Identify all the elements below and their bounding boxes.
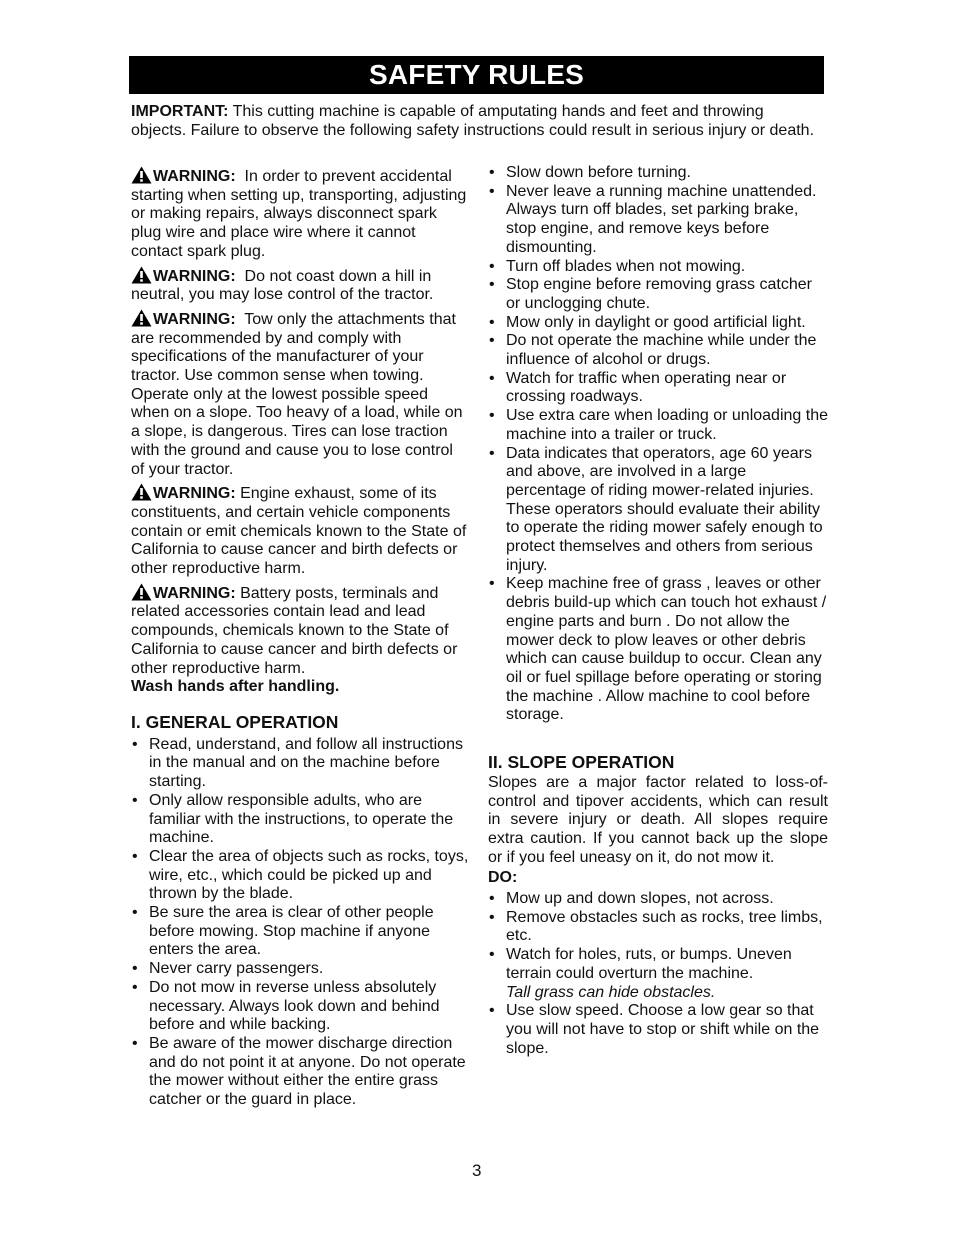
important-label: IMPORTANT: [131, 103, 229, 120]
warning-block [131, 266, 469, 305]
warning-label: WARNING: [153, 485, 236, 503]
warning-triangle-icon [131, 583, 152, 601]
list-item: • Use slow speed. Choose a low gear so that you will not have to stop or shift while on the slope. [488, 1002, 828, 1058]
general-operation-list [131, 736, 469, 1110]
slope-do-list [488, 890, 828, 1058]
list-item: • Watch for traffic when operating near or crossing roadways. [488, 370, 828, 407]
warning-block [131, 583, 469, 697]
important-notice [131, 103, 819, 140]
list-item: • Use extra care when loading or unloading the machine into a trailer or truck. [488, 407, 828, 444]
warning-block [131, 166, 469, 262]
section-heading-slope: II. SLOPE OPERATION [488, 752, 675, 773]
list-item: • Keep machine free of grass , leaves or other debris build-up which can touch hot exhaust / engine parts and burn . Do not allow the mower deck to plow leaves or other debris which can cause buildup to occur. Clean any oil or fuel spillage before operating or storing the machine . Allow machine to cool before storage. [488, 575, 828, 725]
page-title: SAFETY RULES [129, 56, 824, 94]
list-item: • Only allow responsible adults, who are familiar with the instructions, to operate the machine. [131, 792, 469, 848]
warning-label: WARNING: [153, 267, 236, 285]
slope-intro: Slopes are a major factor related to loss-of-control and tipover accidents, which can result in severe injury or death. All slopes require extra caution. If you cannot back up the slope or if you feel uneasy on it, do not mow it. [488, 773, 828, 866]
warning-label: WARNING: [153, 584, 236, 602]
list-item: • Be aware of the mower discharge direction and do not point it at anyone. Do not operate the mower without either the entire grass catcher or the guard in place. [131, 1035, 469, 1110]
list-item: • Do not operate the machine while under the influence of alcohol or drugs. [488, 332, 828, 369]
warning-text: Do not coast down a hill in neutral, you may lose control of the tractor. [131, 267, 434, 304]
left-column [131, 166, 469, 1110]
warning-text: Tow only the attachments that are recommended by and comply with specifications of the manufacturer of your tractor. Use common sense when towing. Operate only at the lowest possible speed when on a slope. Too heavy of a load, while on a slope, is dangerous. Tires can lose traction with the ground and cause you to lose control of your tractor. [131, 310, 463, 478]
list-item: • Stop engine before removing grass catcher or unclogging chute. [488, 276, 828, 313]
warning-text: In order to prevent accidental starting when setting up, transporting, adjusting or making repairs, always disconnect spark plug wire and place wire where it cannot contact spark plug. [131, 168, 467, 260]
list-item: • Never carry passengers. [131, 960, 469, 979]
list-item: • Be sure the area is clear of other people before mowing. Stop machine if anyone enters the area. [131, 904, 469, 960]
warning-block [131, 483, 469, 579]
list-item: • Slow down before turning. [488, 164, 828, 183]
warning-label: WARNING: [153, 168, 236, 185]
warning-emphasis: Wash hands after handling. [131, 678, 340, 696]
warning-block [131, 309, 469, 479]
section-heading-general: I. GENERAL OPERATION [131, 711, 339, 732]
list-item: • Remove obstacles such as rocks, tree limbs, etc. [488, 909, 828, 946]
warning-triangle-icon [131, 483, 152, 501]
general-operation-list-continued [488, 164, 828, 725]
list-item: • Data indicates that operators, age 60 years and above, are involved in a large percentage of riding mower-related injuries. These operators should evaluate their ability to operate the riding mower safely enough to protect themselves and others from serious injury. [488, 445, 828, 576]
warning-text: Engine exhaust, some of its constituents, and certain vehicle components contain or emit chemicals known to the State of California to cause cancer and birth defects or other reproductive harm. [131, 485, 467, 578]
warning-triangle-icon [131, 309, 152, 327]
warning-triangle-icon [131, 266, 152, 284]
list-item-text: Watch for holes, ruts, or bumps. Uneven terrain could overturn the machine. [506, 946, 792, 982]
page-number: 3 [472, 1161, 482, 1180]
do-label: DO: [488, 869, 518, 887]
list-item: • Do not mow in reverse unless absolutely necessary. Always look down and behind before and while backing. [131, 979, 469, 1035]
list-item: • Turn off blades when not mowing. [488, 258, 828, 277]
list-item: • Never leave a running machine unattended. Always turn off blades, set parking brake, stop engine, and remove keys before dismounting. [488, 183, 828, 258]
list-item: • Clear the area of objects such as rocks, toys, wire, etc., which could be picked up and thrown by the blade. [131, 848, 469, 904]
warning-triangle-icon [131, 166, 152, 184]
right-column [488, 164, 828, 1058]
list-item: • Read, understand, and follow all instructions in the manual and on the machine before starting. [131, 736, 469, 792]
list-item [488, 946, 828, 1002]
warning-label: WARNING: [153, 310, 236, 328]
important-text: This cutting machine is capable of amputating hands and feet and throwing objects. Failure to observe the following safety instructions could result in serious injury or death. [131, 103, 815, 139]
list-item: • Mow up and down slopes, not across. [488, 890, 828, 909]
list-item: • Mow only in daylight or good artificial light. [488, 314, 828, 333]
list-item-note: Tall grass can hide obstacles. [506, 983, 716, 1001]
warning-text: Battery posts, terminals and related accessories contain lead and lead compounds, chemicals known to the State of California to cause cancer and birth defects or other reproductive harm. [131, 584, 458, 677]
